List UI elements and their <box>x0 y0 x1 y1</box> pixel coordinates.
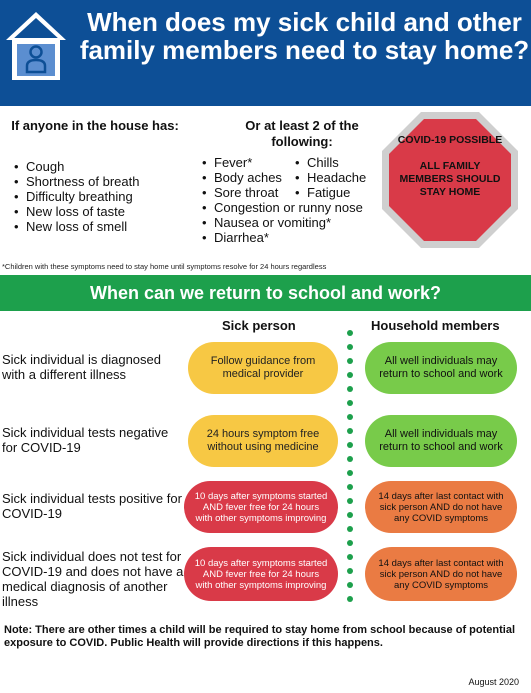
row-label-no-test: Sick individual does not test for COVID-19 and does not have a medical diagnosis of another illness <box>2 549 184 609</box>
right-symptoms-heading: Or at least 2 of the following: <box>245 118 359 149</box>
sick-person-column-heading: Sick person <box>222 318 296 333</box>
household-column-heading: Household members <box>371 318 500 333</box>
sick-person-guidance: 10 days after symptoms started AND fever free for 24 hours with other symptoms improving <box>184 481 338 533</box>
note-text: Note: There are other times a child will be required to stay home from school because of potential exposure to COVID. Public Health will provide directions if this happens. <box>4 624 515 649</box>
stop-sign-line-2: ALL FAMILY MEMBERS SHOULD STAY HOME <box>399 160 501 198</box>
column-divider <box>346 330 354 610</box>
list-item: • Difficulty breathing <box>12 189 192 204</box>
left-symptoms-heading: If anyone in the house has: <box>11 118 179 133</box>
symptom-footnote: *Children with these symptoms need to stay home until symptoms resolve for 24 hours regardless <box>2 262 327 271</box>
list-item: • Fever* <box>200 155 290 170</box>
household-guidance: 14 days after last contact with sick person AND do not have any COVID symptoms <box>365 547 517 601</box>
return-banner: When can we return to school and work? <box>0 275 531 311</box>
household-guidance: All well individuals may return to school and work <box>365 415 517 467</box>
list-item: • New loss of smell <box>12 219 192 234</box>
list-item: • New loss of taste <box>12 204 192 219</box>
list-item: • Body aches <box>200 170 290 185</box>
right-symptoms-list-1 <box>200 155 290 200</box>
list-item: • Nausea or vomiting* <box>200 215 380 230</box>
household-guidance: All well individuals may return to school and work <box>365 342 517 394</box>
list-item: • Sore throat <box>200 185 290 200</box>
header-banner <box>0 0 531 106</box>
row-label-tests-negative: Sick individual tests negative for COVID-19 <box>2 425 169 455</box>
list-item: • Diarrhea* <box>200 230 380 245</box>
row-label-different-illness: Sick individual is diagnosed with a different illness <box>2 352 161 382</box>
stop-sign-text <box>392 134 508 199</box>
publication-date: August 2020 <box>468 677 519 687</box>
list-item: • Headache <box>293 170 383 185</box>
list-item: • Cough <box>12 159 192 174</box>
list-item: • Congestion or runny nose <box>200 200 380 215</box>
right-symptoms-list-2 <box>293 155 383 200</box>
right-symptoms-list-3 <box>200 200 380 245</box>
page-title: When does my sick child and other family members need to stay home? <box>79 7 530 65</box>
sick-person-guidance: 24 hours symptom free without using medicine <box>188 415 338 467</box>
row-label-tests-positive: Sick individual tests positive for COVID-19 <box>2 491 182 521</box>
left-symptoms-list <box>12 159 192 234</box>
household-guidance: 14 days after last contact with sick person AND do not have any COVID symptoms <box>365 481 517 533</box>
list-item: • Shortness of breath <box>12 174 192 189</box>
sick-person-guidance: Follow guidance from medical provider <box>188 342 338 394</box>
list-item: • Fatigue <box>293 185 383 200</box>
house-person-icon <box>4 8 68 84</box>
sick-person-guidance: 10 days after symptoms started AND fever free for 24 hours with other symptoms improving <box>184 547 338 601</box>
list-item: • Chills <box>293 155 383 170</box>
stop-sign-line-1: COVID-19 POSSIBLE <box>397 134 503 146</box>
